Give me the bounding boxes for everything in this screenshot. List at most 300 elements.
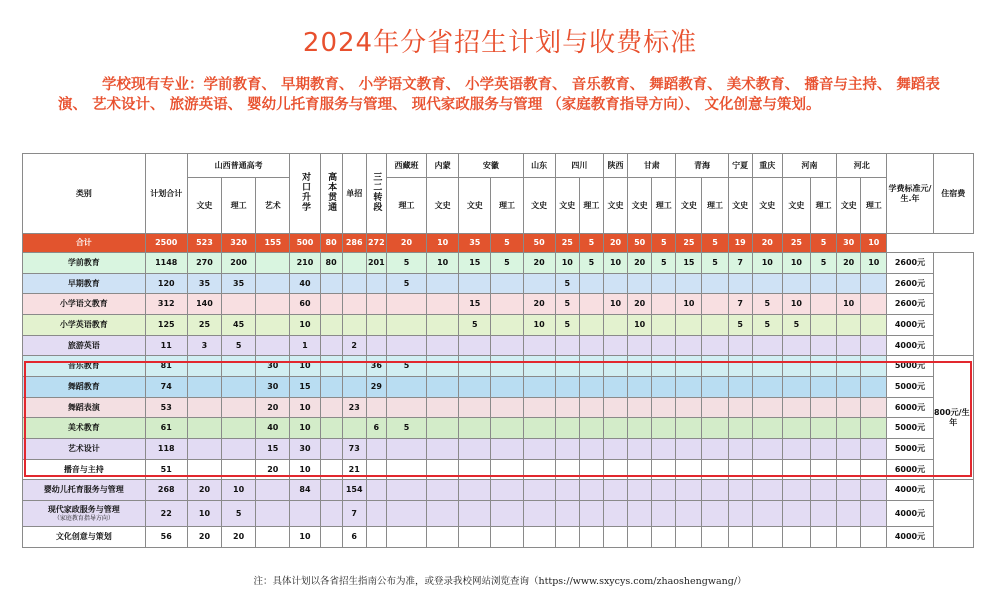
- plan-cell: 20: [187, 480, 221, 501]
- plan-cell: [320, 356, 342, 377]
- plan-cell: [603, 418, 627, 439]
- plan-cell: [366, 439, 386, 460]
- plan-cell: 20: [222, 527, 256, 548]
- plan-cell: 22: [145, 501, 187, 527]
- total-cell: 25: [782, 234, 810, 253]
- plan-cell: [579, 527, 603, 548]
- plan-cell: 210: [290, 253, 320, 274]
- plan-cell: [702, 273, 728, 294]
- enrollment-plan-table: [22, 153, 974, 548]
- plan-cell: [256, 315, 290, 336]
- plan-cell: [728, 377, 752, 398]
- plan-cell: [386, 501, 426, 527]
- plan-cell: 15: [459, 294, 491, 315]
- plan-cell: [342, 253, 366, 274]
- plan-cell: [782, 335, 810, 356]
- plan-cell: [523, 501, 555, 527]
- major-name-text: 旅游英语: [67, 340, 100, 350]
- plan-cell: [652, 377, 676, 398]
- total-cell: 35: [459, 234, 491, 253]
- plan-cell: 10: [290, 527, 320, 548]
- shanxi-header: 山西普通高考: [187, 154, 290, 178]
- table-row: [23, 501, 974, 527]
- plan-cell: [811, 459, 837, 480]
- plan-cell: [861, 501, 887, 527]
- plan-cell: [459, 418, 491, 439]
- plan-cell: 30: [256, 356, 290, 377]
- plan-cell: 10: [427, 253, 459, 274]
- plan-cell: 10: [752, 253, 782, 274]
- plan-cell: [782, 418, 810, 439]
- plan-cell: 6: [342, 527, 366, 548]
- plan-cell: [320, 315, 342, 336]
- plan-cell: 3: [187, 335, 221, 356]
- table-row: [23, 335, 974, 356]
- plan-cell: 5: [555, 273, 579, 294]
- plan-cell: [491, 439, 523, 460]
- major-name: [23, 480, 146, 501]
- plan-cell: 74: [145, 377, 187, 398]
- plan-cell: 10: [603, 294, 627, 315]
- plan-cell: [579, 439, 603, 460]
- plan-cell: [676, 527, 702, 548]
- plan-cell: 15: [290, 377, 320, 398]
- sub-header: 文史: [187, 178, 221, 234]
- plan-cell: [320, 273, 342, 294]
- plan-cell: [603, 273, 627, 294]
- plan-cell: [782, 439, 810, 460]
- plan-cell: [386, 315, 426, 336]
- plan-cell: 5: [728, 315, 752, 336]
- plan-cell: [523, 439, 555, 460]
- plan-cell: [837, 459, 861, 480]
- plan-cell: [187, 356, 221, 377]
- plan-cell: 60: [290, 294, 320, 315]
- total-cell: 5: [491, 234, 523, 253]
- plan-cell: [222, 356, 256, 377]
- province-header-xizang: 西藏班: [386, 154, 426, 178]
- plan-cell: [728, 527, 752, 548]
- plan-cell: [555, 480, 579, 501]
- plan-cell: [603, 356, 627, 377]
- major-name-text: 播音与主持: [63, 464, 104, 474]
- total-cell: 5: [652, 234, 676, 253]
- plan-cell: 7: [728, 294, 752, 315]
- plan-cell: [676, 418, 702, 439]
- plan-cell: [728, 273, 752, 294]
- plan-cell: [256, 273, 290, 294]
- header-row-1: [23, 154, 974, 178]
- plan-cell: [320, 527, 342, 548]
- plan-cell: [702, 459, 728, 480]
- plan-cell: [603, 439, 627, 460]
- plan-cell: 73: [342, 439, 366, 460]
- plan-cell: [752, 501, 782, 527]
- plan-cell: [555, 335, 579, 356]
- plan-cell: [676, 377, 702, 398]
- table-row: [23, 377, 974, 398]
- plan-cell: [256, 527, 290, 548]
- plan-cell: [366, 294, 386, 315]
- plan-cell: [386, 480, 426, 501]
- sub-header: 文史: [782, 178, 810, 234]
- plan-cell: 30: [256, 377, 290, 398]
- sub-header: 文史: [603, 178, 627, 234]
- major-name-text: 现代家政服务与管理: [47, 504, 120, 514]
- plan-cell: [459, 273, 491, 294]
- fee-cell: 5000元: [887, 377, 933, 398]
- plan-cell: 5: [491, 253, 523, 274]
- table-row: [23, 459, 974, 480]
- major-name-text: 音乐教育: [67, 361, 100, 371]
- plan-cell: [427, 418, 459, 439]
- total-cell: 5: [702, 234, 728, 253]
- plan-cell: 1: [290, 335, 320, 356]
- plan-cell: [459, 356, 491, 377]
- plan-cell: 15: [676, 253, 702, 274]
- plan-cell: [676, 397, 702, 418]
- total-cell: 2500: [145, 234, 187, 253]
- sub-header: 理工: [491, 178, 523, 234]
- total-cell: 272: [366, 234, 386, 253]
- plan-cell: 5: [555, 294, 579, 315]
- plan-cell: [491, 273, 523, 294]
- plan-cell: [837, 315, 861, 336]
- province-header-henan: 河南: [782, 154, 836, 178]
- plan-cell: 10: [290, 418, 320, 439]
- sub-header: 文史: [555, 178, 579, 234]
- plan-cell: [366, 315, 386, 336]
- plan-cell: 15: [256, 439, 290, 460]
- sub-header: 理工: [652, 178, 676, 234]
- major-name: [23, 527, 146, 548]
- category-header: 类别: [23, 154, 146, 234]
- plan-cell: [320, 294, 342, 315]
- plan-cell: [459, 439, 491, 460]
- plan-cell: [811, 273, 837, 294]
- sanerzhuan-header: 三二转段: [366, 154, 386, 234]
- plan-cell: [491, 315, 523, 336]
- plan-cell: 35: [222, 273, 256, 294]
- major-name: [23, 315, 146, 336]
- plan-cell: [256, 294, 290, 315]
- plan-cell: [256, 480, 290, 501]
- plan-cell: [752, 335, 782, 356]
- plan-cell: [222, 418, 256, 439]
- plan-cell: [837, 273, 861, 294]
- fee-cell: 5000元: [887, 439, 933, 460]
- total-cell: 320: [222, 234, 256, 253]
- plan-cell: [652, 397, 676, 418]
- plan-cell: 53: [145, 397, 187, 418]
- total-cell: 10: [427, 234, 459, 253]
- total-row: [23, 234, 974, 253]
- table-row: [23, 273, 974, 294]
- plan-cell: [491, 501, 523, 527]
- table-row: [23, 315, 974, 336]
- plan-cell: [837, 439, 861, 460]
- plan-cell: [523, 377, 555, 398]
- plan-cell: [811, 356, 837, 377]
- plan-cell: 80: [320, 253, 342, 274]
- plan-cell: [459, 377, 491, 398]
- plan-cell: 20: [523, 253, 555, 274]
- major-name-text: 学前教育: [67, 257, 100, 267]
- plan-cell: [782, 501, 810, 527]
- plan-cell: [523, 335, 555, 356]
- major-name: [23, 459, 146, 480]
- plan-cell: [222, 294, 256, 315]
- plan-cell: 10: [187, 501, 221, 527]
- plan-cell: [702, 377, 728, 398]
- plan-cell: [366, 527, 386, 548]
- plan-cell: [427, 439, 459, 460]
- plan-cell: [676, 335, 702, 356]
- fee-cell: 5000元: [887, 356, 933, 377]
- plan-cell: 20: [628, 253, 652, 274]
- major-name-text: 小学英语教育: [59, 319, 108, 329]
- sub-header: 文史: [628, 178, 652, 234]
- plan-cell: [603, 501, 627, 527]
- fee-header: 学费标准元/生.年: [887, 154, 933, 234]
- plan-cell: [652, 418, 676, 439]
- table-row: [23, 480, 974, 501]
- total-cell: 50: [628, 234, 652, 253]
- plan-cell: [837, 527, 861, 548]
- plan-cell: [342, 356, 366, 377]
- plan-cell: [459, 480, 491, 501]
- plan-cell: [320, 377, 342, 398]
- plan-cell: [427, 480, 459, 501]
- plan-cell: 10: [290, 397, 320, 418]
- plan-cell: [427, 527, 459, 548]
- plan-cell: [676, 315, 702, 336]
- plan-cell: [752, 459, 782, 480]
- plan-cell: [491, 459, 523, 480]
- plan-cell: [861, 480, 887, 501]
- major-name-text: 早期教育: [67, 278, 100, 288]
- plan-cell: 5: [459, 315, 491, 336]
- major-name-text: 文化创意与策划: [55, 532, 112, 542]
- plan-cell: [256, 335, 290, 356]
- table-row: [23, 439, 974, 460]
- plan-cell: [386, 439, 426, 460]
- sub-header: 文史: [459, 178, 491, 234]
- major-name: [23, 377, 146, 398]
- sub-header: 理工: [861, 178, 887, 234]
- plan-cell: [579, 294, 603, 315]
- plan-cell: [603, 377, 627, 398]
- fee-cell: 2600元: [887, 273, 933, 294]
- plan-cell: 29: [366, 377, 386, 398]
- plan-cell: [579, 418, 603, 439]
- plan-cell: [459, 397, 491, 418]
- plan-cell: [555, 397, 579, 418]
- plan-cell: [628, 397, 652, 418]
- plan-cell: [676, 356, 702, 377]
- table-row: [23, 294, 974, 315]
- major-name: [23, 397, 146, 418]
- table-row: [23, 253, 974, 274]
- plan-cell: 5: [386, 418, 426, 439]
- plan-cell: [555, 418, 579, 439]
- plan-cell: 20: [256, 397, 290, 418]
- plan-cell: 45: [222, 315, 256, 336]
- plan-cell: [837, 335, 861, 356]
- plan-cell: [702, 439, 728, 460]
- sub-header: 理工: [386, 178, 426, 234]
- plan-cell: [628, 418, 652, 439]
- total-label: 合计: [23, 234, 146, 253]
- plan-cell: [579, 459, 603, 480]
- plan-cell: 20: [256, 459, 290, 480]
- plan-cell: [603, 397, 627, 418]
- plan-cell: [320, 459, 342, 480]
- plan-cell: [320, 335, 342, 356]
- plan-cell: 5: [702, 253, 728, 274]
- plan-cell: [523, 480, 555, 501]
- plan-cell: 20: [187, 527, 221, 548]
- plan-cell: [491, 418, 523, 439]
- plan-cell: 5: [386, 253, 426, 274]
- plan-cell: 40: [290, 273, 320, 294]
- plan-cell: 120: [145, 273, 187, 294]
- plan-cell: 56: [145, 527, 187, 548]
- plan-cell: [811, 527, 837, 548]
- plan-cell: 20: [523, 294, 555, 315]
- plan-cell: [728, 501, 752, 527]
- plan-cell: [811, 480, 837, 501]
- total-cell: 286: [342, 234, 366, 253]
- sub-header: 文史: [676, 178, 702, 234]
- plan-cell: [386, 335, 426, 356]
- plan-cell: [187, 397, 221, 418]
- plan-cell: [811, 315, 837, 336]
- total-cell: 155: [256, 234, 290, 253]
- sub-header: 文史: [427, 178, 459, 234]
- plan-cell: [256, 253, 290, 274]
- plan-cell: [628, 273, 652, 294]
- plan-cell: [752, 527, 782, 548]
- plan-cell: [861, 377, 887, 398]
- plan-cell: 35: [187, 273, 221, 294]
- plan-cell: [728, 356, 752, 377]
- plan-cell: 10: [782, 294, 810, 315]
- major-subtitle: （家庭教育指导方向）: [53, 514, 114, 522]
- plan-cell: [861, 315, 887, 336]
- major-name: [23, 439, 146, 460]
- plan-cell: [491, 527, 523, 548]
- plan-cell: 5: [652, 253, 676, 274]
- plan-cell: [837, 418, 861, 439]
- plan-cell: [628, 459, 652, 480]
- sub-header: 艺术: [256, 178, 290, 234]
- plan-cell: 5: [386, 356, 426, 377]
- plan-cell: [555, 501, 579, 527]
- sub-header: 文史: [523, 178, 555, 234]
- plan-cell: [523, 397, 555, 418]
- province-header-gansu: 甘肃: [628, 154, 676, 178]
- plan-cell: [523, 418, 555, 439]
- plan-cell: 125: [145, 315, 187, 336]
- plan-cell: [386, 377, 426, 398]
- plan-cell: [702, 356, 728, 377]
- plan-cell: [861, 439, 887, 460]
- fee-cell: 4000元: [887, 335, 933, 356]
- plan-cell: [837, 377, 861, 398]
- plan-cell: [811, 294, 837, 315]
- plan-cell: [342, 377, 366, 398]
- plan-cell: 51: [145, 459, 187, 480]
- plan-cell: [386, 397, 426, 418]
- plan-cell: [702, 335, 728, 356]
- plan-cell: [491, 377, 523, 398]
- plan-cell: [603, 527, 627, 548]
- total-cell: 500: [290, 234, 320, 253]
- plan-cell: [491, 356, 523, 377]
- plan-cell: [652, 459, 676, 480]
- plan-cell: [342, 273, 366, 294]
- plan-cell: 312: [145, 294, 187, 315]
- plan-cell: [290, 501, 320, 527]
- major-name-text: 舞蹈表演: [67, 402, 100, 412]
- plan-cell: [652, 294, 676, 315]
- plan-cell: [652, 273, 676, 294]
- plan-cell: [702, 527, 728, 548]
- plan-cell: [837, 480, 861, 501]
- sub-header: 理工: [579, 178, 603, 234]
- plan-cell: [676, 501, 702, 527]
- plan-cell: 154: [342, 480, 366, 501]
- plan-cell: [628, 377, 652, 398]
- plan-total-header: 计划合计: [145, 154, 187, 234]
- plan-cell: 20: [628, 294, 652, 315]
- province-header-shandong: 山东: [523, 154, 555, 178]
- plan-cell: [366, 501, 386, 527]
- plan-cell: [861, 294, 887, 315]
- plan-cell: 5: [811, 253, 837, 274]
- plan-cell: [628, 356, 652, 377]
- plan-cell: [523, 356, 555, 377]
- plan-cell: [523, 459, 555, 480]
- fee-cell: 6000元: [887, 459, 933, 480]
- plan-cell: [861, 459, 887, 480]
- plan-cell: [459, 335, 491, 356]
- plan-cell: [728, 459, 752, 480]
- plan-cell: 10: [555, 253, 579, 274]
- table-row: [23, 397, 974, 418]
- majors-intro: 学校现有专业：学前教育、 早期教育、 小学语文教育、 小学英语教育、 音乐教育、 舞蹈教育、 美术教育、 播音与主持、 舞蹈表演、 艺术设计、 旅游英语、 婴幼儿托育服务与管理、 现代家政服务与管理 （家庭教育指导方向）、 文化创意与策划。: [58, 77, 940, 113]
- plan-cell: [652, 480, 676, 501]
- plan-cell: 10: [676, 294, 702, 315]
- plan-cell: [782, 480, 810, 501]
- plan-cell: [342, 315, 366, 336]
- plan-cell: [652, 439, 676, 460]
- plan-cell: 7: [342, 501, 366, 527]
- plan-cell: [628, 480, 652, 501]
- total-cell: 5: [811, 234, 837, 253]
- plan-cell: [187, 439, 221, 460]
- table-row: [23, 418, 974, 439]
- plan-cell: [579, 501, 603, 527]
- table-row: [23, 356, 974, 377]
- plan-cell: [861, 397, 887, 418]
- plan-cell: 30: [290, 439, 320, 460]
- plan-cell: 140: [187, 294, 221, 315]
- plan-cell: [811, 418, 837, 439]
- plan-cell: [861, 273, 887, 294]
- plan-cell: [579, 273, 603, 294]
